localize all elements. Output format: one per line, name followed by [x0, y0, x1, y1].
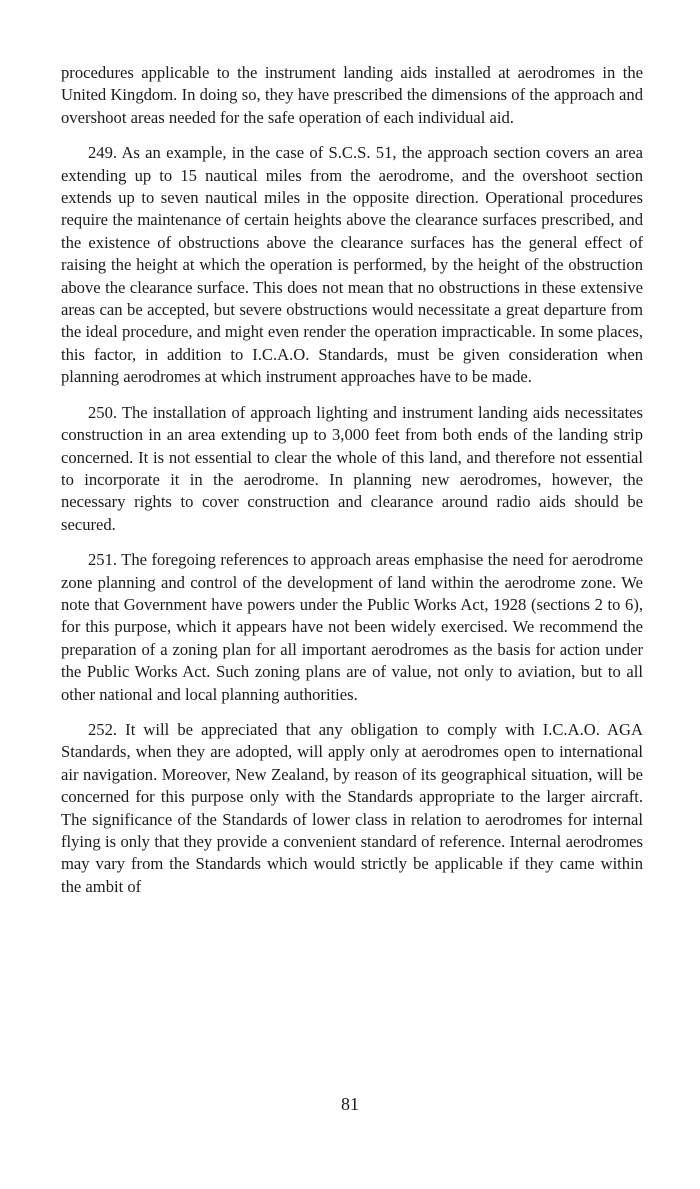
paragraph-number: 251. [88, 550, 118, 570]
paragraph-text: procedures applicable to the instrument landing aids installed at aerodromes in the United Kingdom. In doing so, they have prescribed the dimensions of the approach and overshoot areas needed for the safe operation of each individual aid. [61, 63, 643, 127]
page-number: 81 [341, 1094, 359, 1114]
paragraph-number: 250. [88, 402, 118, 422]
paragraph-number: 249. [88, 143, 118, 163]
document-page [61, 62, 643, 911]
paragraph-249 [61, 142, 643, 388]
paragraph-text: As an example, in the case of S.C.S. 51, the approach section covers an area extending up to 15 nautical miles from the aerodrome, and the overshoot section extends up to seven nautical miles in the opposite direction. Operational procedures require the maintenance of certain heights above the clearance surfaces prescribed, and the existence of obstructions above the clearance surfaces has the general effect of raising the height at which the operation is performed, by the height of the obstruction above the clearance surface. This does not mean that no obstructions in these extensive areas can be accepted, but severe obstructions would necessitate a great departure from the ideal procedure, and might even render the operation impracticable. In some places, this factor, in addition to I.C.A.O. Standards, must be given consideration when planning aerodromes at which instrument approaches have to be made. [61, 143, 644, 387]
paragraph-252 [61, 719, 643, 898]
paragraph-text: The installation of approach lighting and instrument landing aids necessitates construction in an area extending up to 3,000 feet from both ends of the landing strip concerned. It is not essential to clear the whole of this land, and therefore not essential to incorporate it in the aerodrome. In planning new aerodromes, however, the necessary rights to cover construction and clearance around radio aids should be secured. [61, 402, 643, 534]
paragraph-251 [61, 549, 643, 706]
paragraph-text: The foregoing references to approach areas emphasise the need for aerodrome zone planning and control of the development of land within the aerodrome zone. We note that Government have powers under the Public Works Act, 1928 (sections 2 to 6), for this purpose, which it appears have not been widely exercised. We recommend the preparation of a zoning plan for all important aerodromes as the basis for action under the Public Works Act. Such zoning plans are of value, not only to aviation, but to all other national and local planning authorities. [61, 550, 643, 704]
paragraph-continuation [61, 62, 643, 129]
paragraph-text: It will be appreciated that any obligation to comply with I.C.A.O. AGA Standards, when they are adopted, will apply only at aerodromes open to international air navigation. Moreover, New Zealand, by reason of its geographical situation, will be concerned for this purpose only with the Standards appropriate to the larger aircraft. The significance of the Standards of lower class in relation to aerodromes for internal flying is only that they provide a convenient standard of reference. Internal aerodromes may vary from the Standards which would strictly be applicable if they came within the ambit of [61, 719, 643, 896]
paragraph-250 [61, 402, 643, 536]
paragraph-number: 252. [88, 719, 118, 739]
